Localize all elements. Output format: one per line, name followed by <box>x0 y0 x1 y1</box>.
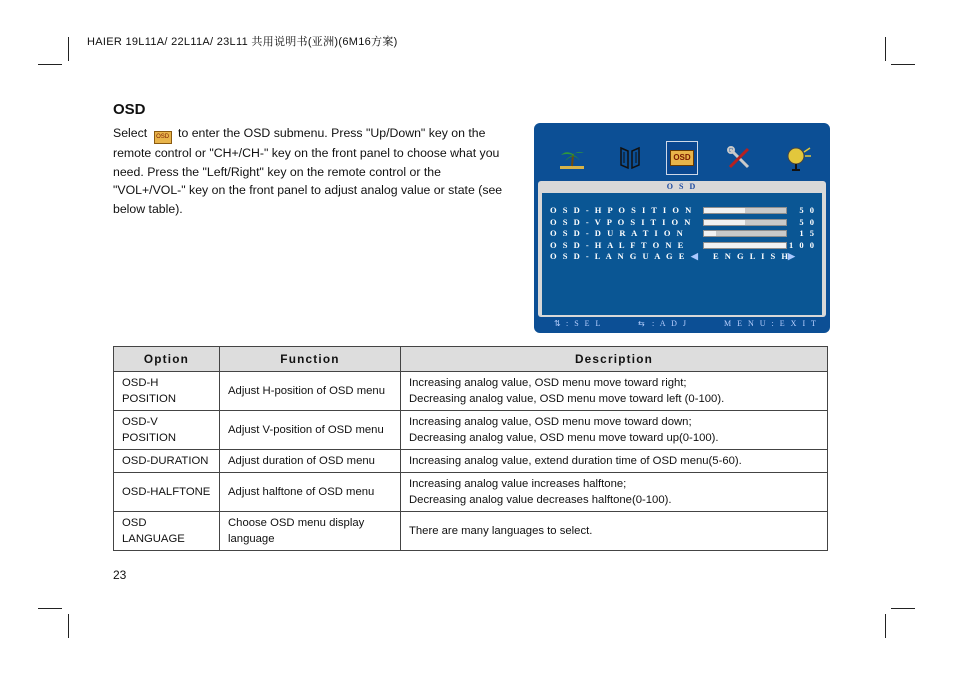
crop-mark <box>68 614 69 638</box>
description-line: Increasing analog value, OSD menu move toward right; <box>409 377 687 389</box>
table-row <box>114 473 828 512</box>
description-cell <box>401 512 828 551</box>
header-option: Option <box>114 347 220 372</box>
osd-level-bar <box>703 230 787 237</box>
section-title: OSD <box>113 101 146 118</box>
osd-row-value: 5 0 <box>799 216 816 227</box>
osd-level-fill <box>704 243 786 248</box>
setup-icon <box>723 141 755 175</box>
option-cell: OSD-V POSITION <box>114 411 220 450</box>
osd-panel-body <box>542 193 822 315</box>
description-cell <box>401 411 828 450</box>
osd-row-label: O S D - L A N G U A G E <box>550 251 687 261</box>
picture-icon <box>556 141 588 175</box>
crop-mark <box>68 37 69 61</box>
function-cell: Adjust duration of OSD menu <box>220 450 401 473</box>
function-icon <box>782 141 814 175</box>
osd-icon-row <box>552 141 820 175</box>
osd-options-table <box>113 346 828 551</box>
osd-row-h-position <box>550 205 816 216</box>
osd-row-value: 5 0 <box>799 205 816 215</box>
osd-row-value: 1 5 <box>799 228 816 238</box>
crop-mark <box>885 37 886 61</box>
osd-level-bar <box>703 242 787 249</box>
table-row <box>114 512 828 551</box>
table-row <box>114 450 828 473</box>
osd-footer <box>534 319 830 331</box>
osd-row-v-position <box>550 217 816 228</box>
osd-screen <box>534 123 830 333</box>
osd-row-language <box>550 251 816 262</box>
osd-row-label: O S D - V P O S I T I O N <box>550 216 693 227</box>
intro-text-rest: to enter the OSD submenu. Press "Up/Down" key on the remote control or "CH+/CH-" key on the front panel to choose what you need. Press the "Left/Right" key on the remote control or the "VOL+/VOL-" key on the front panel to adjust analog value or state (see below table). <box>113 126 503 216</box>
osd-level-fill <box>704 231 716 236</box>
description-cell <box>401 372 828 411</box>
intro-text-start: Select <box>113 126 148 140</box>
osd-icon-inline: OSD <box>154 131 172 144</box>
description-line: Increasing analog value increases halftone; <box>409 478 627 490</box>
osd-icon <box>666 141 698 175</box>
crop-mark <box>891 608 915 609</box>
intro-paragraph <box>113 124 508 218</box>
osd-row-halftone <box>550 240 816 251</box>
function-cell: Adjust V-position of OSD menu <box>220 411 401 450</box>
description-line: Decreasing analog value, OSD menu move toward up(0-100). <box>409 432 719 444</box>
crop-mark <box>891 64 915 65</box>
osd-row-label: O S D - H P O S I T I O N <box>550 205 694 215</box>
running-header: HAIER 19L11A/ 22L11A/ 23L11 共用说明书(亚洲)(6M16方案) <box>87 36 398 48</box>
page-number: 23 <box>113 568 127 582</box>
osd-row-value: E N G L I S H <box>713 251 791 261</box>
crop-mark <box>38 608 62 609</box>
left-right-arrows-icon: ⇆ <box>638 319 647 328</box>
description-line: Decreasing analog value decreases halftone(0-100). <box>409 494 672 506</box>
sound-icon <box>614 141 646 175</box>
function-cell: Adjust halftone of OSD menu <box>220 473 401 512</box>
osd-footer-exit: M E N U : E X I T <box>724 319 818 328</box>
option-cell: OSD-HALFTONE <box>114 473 220 512</box>
osd-footer-adj: : A D J <box>652 319 689 328</box>
table-header-row <box>114 347 828 372</box>
table-row <box>114 372 828 411</box>
osd-level-fill <box>704 220 745 225</box>
function-cell: Adjust H-position of OSD menu <box>220 372 401 411</box>
crop-mark <box>38 64 62 65</box>
crop-mark <box>885 614 886 638</box>
osd-level-bar <box>703 219 787 226</box>
description-line: Increasing analog value, extend duration time of OSD menu(5-60). <box>409 455 742 467</box>
left-arrow-icon: ◀ <box>691 251 698 261</box>
option-cell: OSD-DURATION <box>114 450 220 473</box>
description-line: Decreasing analog value, OSD menu move toward left (0-100). <box>409 393 725 405</box>
osd-icon-label: OSD <box>670 150 694 166</box>
osd-menu-panel <box>538 181 826 317</box>
description-line: Increasing analog value, OSD menu move toward down; <box>409 416 692 428</box>
option-cell: OSD LANGUAGE <box>114 512 220 551</box>
description-cell <box>401 450 828 473</box>
osd-level-fill <box>704 208 745 213</box>
osd-row-duration <box>550 228 816 239</box>
osd-row-label: O S D - D U R A T I O N <box>550 228 685 238</box>
up-down-arrows-icon: ⇅ <box>554 319 563 328</box>
right-arrow-icon: ▶ <box>788 251 795 261</box>
header-function: Function <box>220 347 401 372</box>
osd-row-value: 1 0 0 <box>789 239 816 250</box>
table-row <box>114 411 828 450</box>
header-description: Description <box>401 347 828 372</box>
osd-panel-title: O S D <box>666 182 698 191</box>
description-cell <box>401 473 828 512</box>
osd-footer-sel: : S E L <box>566 319 603 328</box>
osd-level-bar <box>703 207 787 214</box>
description-line: There are many languages to select. <box>409 525 593 537</box>
function-cell: Choose OSD menu display language <box>220 512 401 551</box>
option-cell: OSD-H POSITION <box>114 372 220 411</box>
osd-row-label: O S D - H A L F T O N E <box>550 239 686 250</box>
